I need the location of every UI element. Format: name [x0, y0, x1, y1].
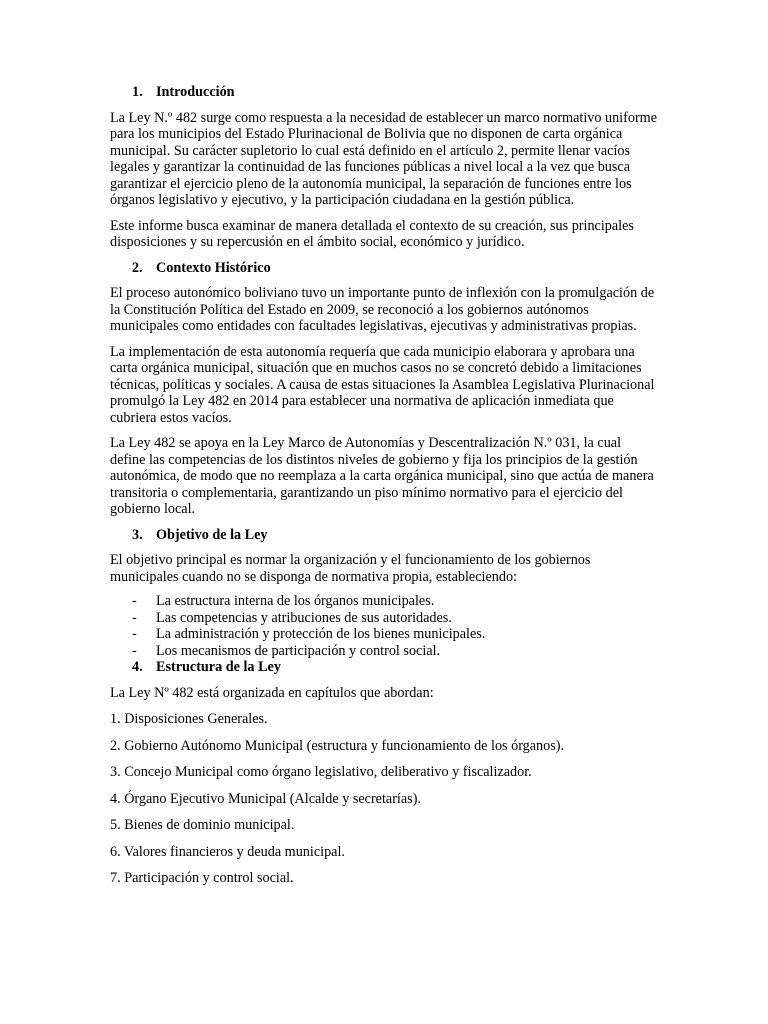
paragraph: La Ley Nº 482 está organizada en capítulos que abordan:: [110, 684, 434, 701]
section-number: 3.: [132, 526, 143, 543]
section-title: Objetivo de la Ley: [156, 526, 268, 543]
paragraph: Este informe busca examinar de manera detallada el contexto de su creación, sus principales disposiciones y su repercusión en el ámbito social, económico y jurídico.: [110, 217, 634, 250]
dash-marker: -: [132, 609, 137, 626]
chapter-item: 5. Bienes de dominio municipal.: [110, 817, 295, 833]
list-item-text: Los mecanismos de participación y control social.: [156, 642, 441, 659]
chapter-item: 1. Disposiciones Generales.: [110, 711, 268, 727]
chapter-item: 3. Concejo Municipal como órgano legislativo, deliberativo y fiscalizador.: [110, 764, 532, 780]
paragraph: La Ley N.º 482 surge como respuesta a la necesidad de establecer un marco normativo uniforme para los municipios del Estado Plurinacional de Bolivia que no disponen de carta orgánica municipal. Su carácter supletorio lo cual está definido en el artículo 2, permite llenar vacíos legales y garantizar la continuidad de las funciones públicas a nivel local a la vez que busca garantizar el ejercicio pleno de la autonomía municipal, la separación de funciones entre los órganos legislativo y ejecutivo, y la participación ciudadana en la gestión pública.: [110, 109, 658, 208]
dash-marker: -: [132, 626, 137, 642]
section-number: 4.: [132, 659, 143, 675]
section-heading-contexto-historico: [110, 260, 660, 277]
section-title: Introducción: [156, 84, 235, 100]
chapter-item: 6. Valores financieros y deuda municipal.: [110, 843, 345, 860]
section-heading-estructura: [110, 659, 660, 676]
dash-marker: -: [132, 642, 137, 659]
paragraph: La Ley 482 se apoya en la Ley Marco de Autonomías y Descentralización N.º 031, la cual define las competencias de los distintos niveles de gobierno y fija los principios de la gestión autonómica, de modo que no reemplaza a la carta orgánica municipal, sino que actúa de manera transitoria o complementaria, garantizando un piso mínimo normativo para el ejercicio del gobierno local.: [110, 435, 654, 517]
list-item: [110, 593, 660, 610]
section-number: 1.: [132, 84, 143, 100]
section-heading-objetivo: [110, 527, 660, 544]
chapter-item: 2. Gobierno Autónomo Municipal (estructura y funcionamiento de los órganos).: [110, 737, 565, 754]
section-heading-introduccion: [110, 84, 660, 101]
list-item-text: La estructura interna de los órganos municipales.: [156, 593, 435, 609]
section-title: Contexto Histórico: [156, 259, 271, 276]
section-number: 2.: [132, 259, 143, 276]
document-page: [110, 84, 660, 897]
chapter-item: 4. Órgano Ejecutivo Municipal (Alcalde y secretarías).: [110, 790, 421, 807]
dash-marker: -: [132, 593, 137, 609]
objective-list: [110, 593, 660, 659]
section-title: Estructura de la Ley: [156, 659, 281, 675]
paragraph: El objetivo principal es normar la organización y el funcionamiento de los gobiernos municipales cuando no se disponga de normativa propia, estableciendo:: [110, 552, 591, 585]
list-item: [110, 610, 660, 627]
chapter-item: 7. Participación y control social.: [110, 870, 294, 886]
list-item-text: Las competencias y atribuciones de sus autoridades.: [156, 609, 452, 626]
paragraph: El proceso autonómico boliviano tuvo un importante punto de inflexión con la promulgación de la Constitución Política del Estado en 2009, se reconoció a los gobiernos autónomos municipales como entidades con facultades legislativas, ejecutivas y administrativas propias.: [110, 285, 655, 334]
paragraph: La implementación de esta autonomía requería que cada municipio elaborara y aprobara una carta orgánica municipal, situación que en muchos casos no se concretó debido a limitaciones técnicas, políticas y sociales. A causa de estas situaciones la Asamblea Legislativa Plurinacional promulgó la Ley 482 en 2014 para establecer una normativa de aplicación inmediata que cubriera estos vacíos.: [110, 343, 655, 426]
list-item: [110, 643, 660, 660]
list-item: [110, 626, 660, 643]
list-item-text: La administración y protección de los bienes municipales.: [156, 626, 486, 642]
